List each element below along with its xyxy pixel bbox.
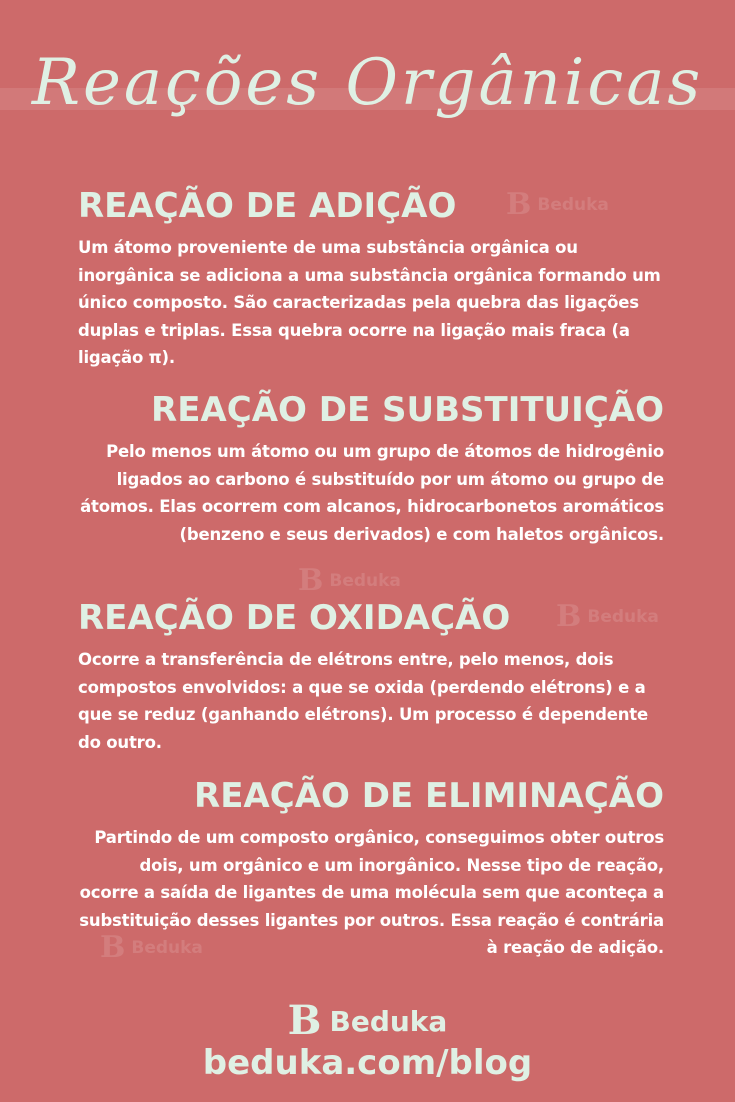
watermark-name: Beduka xyxy=(587,607,659,627)
footer-logo xyxy=(0,997,735,1044)
section-body: Pelo menos um átomo ou um grupo de átomos de hidrogênio ligados ao carbono é substituído por um átomo ou grupo de átomos. Elas ocorrem com alcanos, hidrocarbonetos aromáticos (benzeno e seus derivados) e com haletos orgânicos. xyxy=(80,442,664,544)
beduka-logo-icon: B xyxy=(298,563,324,598)
section-heading: REAÇÃO DE ELIMINAÇÃO xyxy=(194,776,664,816)
section-heading: REAÇÃO DE ADIÇÃO xyxy=(78,186,457,226)
footer-url[interactable]: beduka.com/blog xyxy=(202,1043,533,1083)
section-body: Partindo de um composto orgânico, conseguimos obter outros dois, um orgânico e um inorgânico. Nesse tipo de reação, ocorre a saída de ligantes de uma molécula sem que aconteça a substituição desses ligantes por outros. Essa reação é contrária à reação de adição. xyxy=(79,828,664,957)
section-body: Ocorre a transferência de elétrons entre, pelo menos, dois compostos envolvidos: a que se oxida (perdendo elétrons) e a que se reduz (ganhando elétrons). Um processo é dependente do outro. xyxy=(78,650,648,752)
footer-brand-name: Beduka xyxy=(329,1004,448,1038)
section-heading: REAÇÃO DE SUBSTITUIÇÃO xyxy=(151,390,664,430)
section-substituicao xyxy=(78,388,664,548)
watermark-name: Beduka xyxy=(131,938,203,958)
section-oxidacao xyxy=(78,596,664,756)
section-body: Um átomo proveniente de uma substância orgânica ou inorgânica se adiciona a uma substância orgânica formando um único composto. São caracterizadas pela quebra das ligações duplas e triplas. Essa quebra ocorre na ligação mais fraca (a ligação π). xyxy=(78,238,661,367)
beduka-logo-icon: B xyxy=(287,997,322,1044)
watermark-name: Beduka xyxy=(537,195,609,215)
page-title: Reações Orgânicas xyxy=(31,46,704,120)
section-eliminacao xyxy=(78,774,664,965)
watermark-name: Beduka xyxy=(329,571,401,591)
watermark-logo xyxy=(298,563,401,598)
beduka-logo-icon: B xyxy=(100,930,126,965)
beduka-logo-icon: B xyxy=(556,599,582,634)
section-adicao xyxy=(78,184,664,372)
section-heading: REAÇÃO DE OXIDAÇÃO xyxy=(78,598,511,638)
beduka-logo-icon: B xyxy=(506,187,532,222)
